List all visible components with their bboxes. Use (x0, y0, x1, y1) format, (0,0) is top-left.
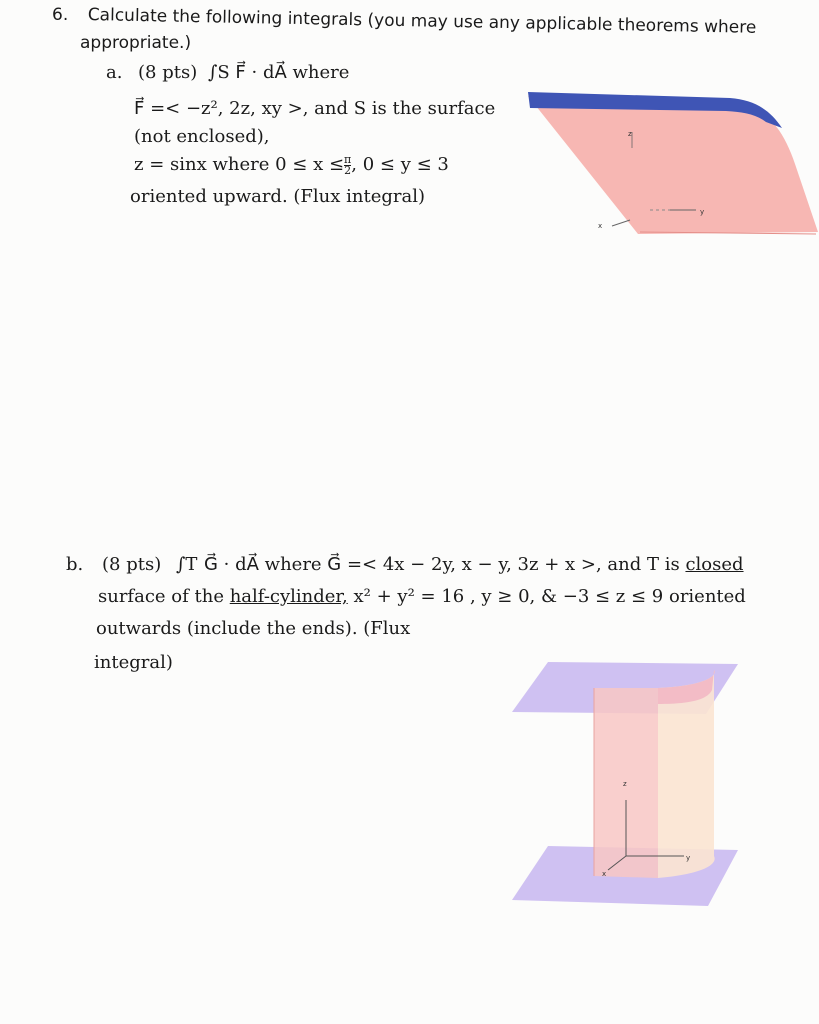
pi-denominator: 2 (344, 163, 352, 177)
part-b-axis-x-label: x (602, 870, 607, 878)
part-a-surface-figure (520, 84, 819, 254)
closed-word: closed (685, 554, 744, 575)
part-a-field: F⃗ =< −z², 2z, xy >, and S is the surface (134, 98, 496, 119)
part-a-axis-y-label: y (700, 208, 705, 216)
half-cylinder-word: half-cylinder, (229, 586, 348, 607)
problem-heading-line2: appropriate.) (80, 33, 192, 53)
part-b-points: (8 pts) (102, 554, 162, 575)
problem-heading-line1: Calculate the following integrals (you may use any applicable theorems where (87, 4, 757, 38)
pi-numerator: π (344, 152, 352, 166)
part-b-line2-post: x² + y² = 16 , y ≥ 0, & −3 ≤ z ≤ 9 oriented (353, 586, 746, 607)
part-b-integral-symbol: ∫T (176, 554, 198, 575)
part-b-line2-pre: surface of the (98, 586, 224, 607)
part-b-axis-z-label: z (623, 780, 627, 788)
part-a-orientation: oriented upward. (Flux integral) (130, 186, 426, 207)
part-a-surface-equation (134, 154, 449, 176)
part-a-axis-z-label: z (628, 130, 632, 138)
part-b-field (204, 554, 744, 576)
part-b-line4: integral) (94, 652, 173, 673)
part-b-axis-y-label: y (686, 854, 691, 862)
part-a-axis-x-label: x (598, 222, 603, 230)
part-b-field-text: G⃗ · dA⃗ where G⃗ =< 4x − 2y, x − y, 3z + x >, and T is (204, 554, 680, 575)
part-a-points: (8 pts) (138, 62, 198, 83)
part-b-label: b. (66, 554, 84, 575)
problem-number: 6. (52, 5, 69, 25)
y-range-text: , 0 ≤ y ≤ 3 (351, 154, 449, 175)
part-a-integral: ∫S F⃗ · dA⃗ where (208, 62, 350, 83)
surface-eq-text: z = sinx where 0 ≤ x ≤ (134, 154, 345, 175)
part-b-line3: outwards (include the ends). (Flux (96, 618, 411, 639)
part-a-note: (not enclosed), (134, 126, 270, 147)
part-a-label: a. (106, 62, 123, 83)
part-b-line2 (98, 586, 746, 608)
part-b-cylinder-figure (508, 660, 740, 910)
